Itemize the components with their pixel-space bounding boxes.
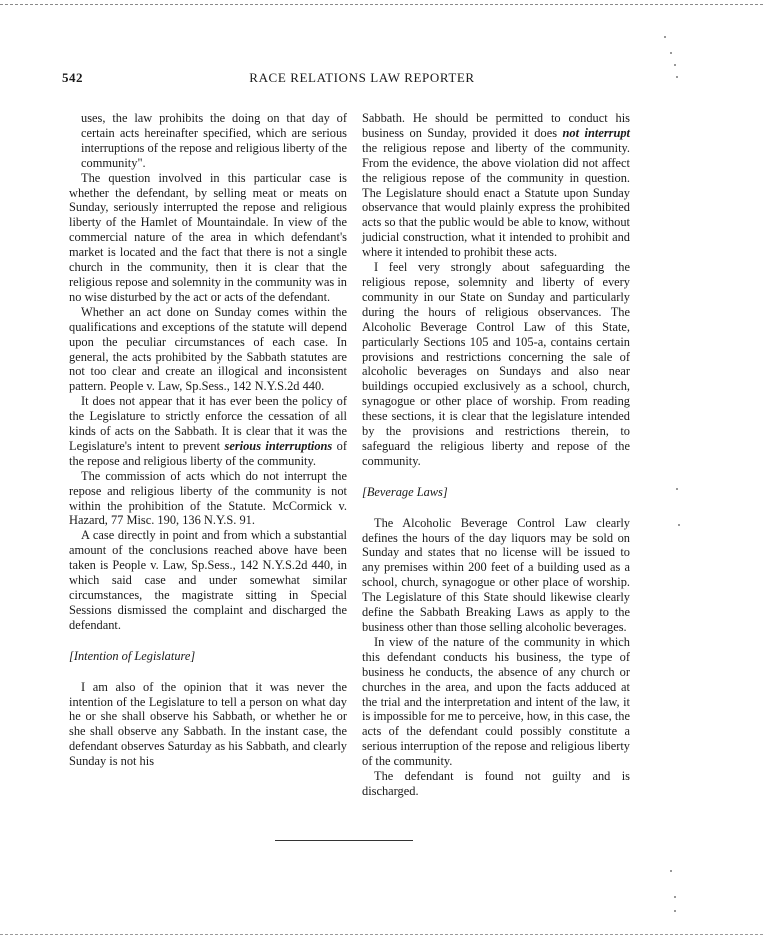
page-header bbox=[62, 70, 682, 88]
left-column bbox=[69, 111, 347, 769]
section-heading: [Beverage Laws] bbox=[362, 484, 448, 499]
paragraph: A case directly in point and from which a substantial amount of the conclusions reached above have been taken is People v. Law, Sp.Sess., 142 N.Y.S.2d 440, in which said case and under somewhat similar circumstances, the magistrate sitting in Special Sessions dismissed the complaint and discharged the defendant. bbox=[69, 528, 347, 632]
scan-speck bbox=[678, 524, 680, 526]
scan-speck bbox=[674, 896, 676, 898]
paragraph: In view of the nature of the community in which this defendant conducts his business, the type of business he conducts, the absence of any church or churches in the area, and upon the facts adduced at the trial and the interpretation and intent of the law, it is impossible for me to perceive, how, in this case, the acts of the defendant could possibly constitute a serious interruption of the repose and religious liberty of the community. bbox=[362, 634, 630, 769]
emphasis-text: not interrupt bbox=[562, 125, 630, 140]
section-heading: [Intention of Legislature] bbox=[69, 648, 196, 663]
paragraph: I feel very strongly about safeguarding the religious repose, solemnity and liberty of every community in our State on Sunday and particularly during the hours of religious observances. The Alcoholic Beverage Control Law of this State, particularly Sections 105 and 105-a, contains certain provisions and restrictions concerning the sale of alcoholic beverages on Sundays and also near buildings occupied exclusively as a school, church, synagogue or other place of worship. From reading these sections, it is clear that the legislature intended by the provisions and restrictions therein, to safeguard the religious liberty and repose of the community. bbox=[362, 260, 630, 468]
paragraph-text: Sabbath. He should be permitted to conduct his business on Sunday, provided it does bbox=[362, 111, 630, 140]
scan-edge-bottom bbox=[0, 934, 763, 935]
scan-speck bbox=[670, 870, 672, 872]
scan-speck bbox=[676, 76, 678, 78]
paragraph: The defendant is found not guilty and is discharged. bbox=[362, 769, 630, 798]
scan-speck bbox=[670, 52, 672, 54]
emphasis-text: serious interruptions bbox=[224, 438, 333, 453]
scan-speck bbox=[676, 488, 678, 490]
scan-speck bbox=[664, 36, 666, 38]
paragraph: The Alcoholic Beverage Control Law clearly defines the hours of the day liquors may be sold on Sunday and states that no license will be issued to any premises within 200 feet of a building used as a school, church, synagogue or other place of worship. The Legislature of this State should likewise clearly define the Sabbath Breaking Laws as apply to the business other than those selling alcoholic beverages. bbox=[362, 515, 630, 634]
scan-speck bbox=[674, 64, 676, 66]
paragraph: Whether an act done on Sunday comes within the qualifications and exceptions of the statute will depend upon the peculiar circumstances of each case. In general, the acts prohibited by the Sabbath statutes are not too clear and create an illogical and inconsistent pattern. People v. Law, Sp.Sess., 142 N.Y.S.2d 440. bbox=[69, 304, 347, 394]
paragraph: The question involved in this particular case is whether the defendant, by selling meat or meats on Sunday, seriously interrupted the repose and religious liberty of the Hamlet of Mountaindale. In view of the commercial nature of the area in which defendant's market is located and the fact that there is not a single church in the community, then it is clear that the religious repose and solemnity in the community was in no wise disturbed by the act or acts of the defendant. bbox=[69, 170, 347, 304]
paragraph: The commission of acts which do not interrupt the repose and religious liberty of the community is not within the prohibition of the Statute. McCormick v. Hazard, 77 Misc. 190, 136 N.Y.S. 91. bbox=[69, 468, 347, 528]
scan-speck bbox=[674, 910, 676, 912]
page-number: 542 bbox=[62, 70, 83, 85]
end-rule bbox=[275, 840, 413, 841]
paragraph-text: of the repose and religious liberty of the community. bbox=[69, 438, 347, 468]
paragraph-text: It does not appear that it has ever been the policy of the Legislature to strictly enforce the cessation of all kinds of acts on the Sabbath. It is clear that it was the Legislature's intent to prevent bbox=[69, 394, 347, 453]
scan-edge-top bbox=[0, 4, 763, 5]
paragraph-text: the religious repose and liberty of the community. From the evidence, the above violation did not affect the religious repose of the community in question. The Legislature should enact a Statute upon Sunday observance that would plainly express the prohibited acts so that the public would be able to know, without judicial construction, what it intended to prohibit and where it intended to prohibit these acts. bbox=[362, 140, 630, 260]
paragraph bbox=[362, 111, 630, 260]
paragraph bbox=[69, 394, 347, 469]
paragraph: uses, the law prohibits the doing on that day of certain acts hereinafter specified, which are serious interruptions of the repose and religious liberty of the community". bbox=[81, 111, 347, 170]
running-title: RACE RELATIONS LAW REPORTER bbox=[249, 70, 475, 85]
right-column bbox=[362, 111, 630, 799]
paragraph: I am also of the opinion that it was never the intention of the Legislature to tell a person on what day he or she shall observe his Sabbath, or whether he or she shall observe any Sabbath. In the instant case, the defendant observes Saturday as his Sabbath, and clearly Sunday is not his bbox=[69, 679, 347, 769]
